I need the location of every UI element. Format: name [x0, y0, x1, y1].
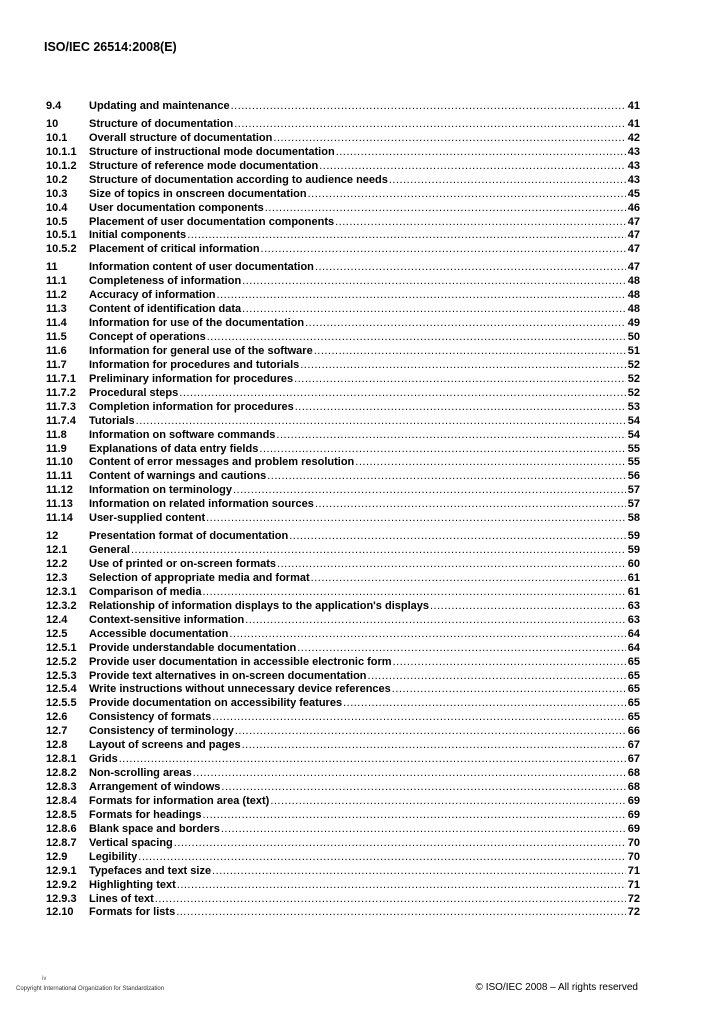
toc-entry[interactable] — [46, 795, 640, 809]
footer-copyright-left: Copyright International Organization for Standardization — [16, 986, 165, 992]
toc-entry-number: 10.5 — [46, 215, 68, 228]
toc-entry[interactable] — [46, 823, 640, 837]
toc-entry-number: 10.1.1 — [46, 145, 77, 158]
toc-leader-dots — [264, 202, 626, 216]
toc-entry-number: 12 — [46, 530, 59, 543]
toc-entry[interactable] — [46, 697, 640, 711]
toc-leader-dots — [367, 670, 626, 684]
toc-entry-number: 10.1.2 — [46, 159, 77, 172]
toc-entry-title: Comparison of media — [89, 585, 202, 598]
toc-entry[interactable] — [46, 865, 640, 879]
toc-entry-title: Use of printed or on-screen formats — [89, 558, 277, 570]
toc-entry-title: Vertical spacing — [89, 836, 173, 849]
toc-entry-page: 69 — [627, 808, 640, 821]
toc-entry[interactable] — [46, 387, 640, 401]
toc-entry-page: 50 — [627, 331, 640, 343]
toc-entry[interactable] — [46, 879, 640, 893]
toc-entry-number: 11.2 — [46, 289, 67, 302]
toc-leader-dots — [293, 373, 626, 387]
toc-entry[interactable] — [46, 781, 640, 795]
toc-entry-page: 51 — [627, 344, 640, 357]
toc-entry-page: 65 — [627, 711, 640, 724]
toc-entry-title: Size of topics in onscreen documentation — [89, 187, 307, 200]
toc-leader-dots — [342, 697, 626, 711]
toc-entry-number: 12.8.7 — [46, 836, 77, 849]
toc-entry[interactable] — [46, 456, 640, 470]
toc-entry-title: Placement of user documentation components — [89, 215, 335, 228]
toc-leader-dots — [130, 544, 626, 558]
toc-entry-page: 43 — [627, 145, 640, 158]
toc-leader-dots — [275, 429, 625, 443]
toc-entry-number: 12.3.1 — [46, 585, 77, 598]
toc-entry[interactable] — [46, 216, 640, 230]
toc-entry-title: Concept of operations — [89, 331, 206, 343]
toc-entry[interactable] — [46, 753, 640, 767]
toc-entry-page: 54 — [627, 428, 640, 441]
toc-entry[interactable] — [46, 614, 640, 628]
toc-entry[interactable] — [46, 415, 640, 429]
toc-entry-number: 11.6 — [46, 344, 67, 357]
toc-entry-title: Preliminary information for procedures — [89, 372, 294, 385]
table-of-contents — [46, 100, 640, 920]
toc-leader-dots — [304, 317, 626, 331]
toc-entry-number: 11.14 — [46, 512, 73, 525]
toc-entry-number: 12.8.2 — [46, 767, 77, 780]
toc-entry[interactable] — [46, 558, 640, 572]
toc-entry-number: 11.7.2 — [46, 386, 76, 399]
toc-entry[interactable] — [46, 359, 640, 373]
toc-entry-title: Procedural steps — [89, 386, 179, 399]
toc-entry-page: 55 — [627, 442, 640, 455]
toc-entry-title: Information for use of the documentation — [89, 317, 305, 330]
toc-entry-number: 12.5 — [46, 627, 68, 640]
toc-entry-number: 10.1 — [46, 131, 68, 144]
toc-entry-page: 43 — [627, 159, 640, 172]
toc-leader-dots — [186, 229, 626, 243]
toc-entry-number: 12.5.3 — [46, 669, 77, 682]
toc-leader-dots — [354, 456, 625, 470]
toc-entry-title: Formats for lists — [89, 906, 176, 919]
toc-entry-page: 64 — [627, 641, 640, 654]
toc-leader-dots — [266, 470, 626, 484]
toc-leader-dots — [288, 530, 626, 544]
toc-entry-number: 12.8.5 — [46, 808, 77, 821]
toc-leader-dots — [241, 303, 626, 317]
toc-entry-number: 12.6 — [46, 711, 68, 724]
toc-entry[interactable] — [46, 586, 640, 600]
toc-leader-dots — [314, 498, 626, 512]
toc-leader-dots — [206, 331, 626, 345]
toc-entry-title: Explanations of data entry fields — [89, 442, 259, 455]
toc-entry[interactable] — [46, 243, 640, 257]
toc-leader-dots — [220, 781, 625, 795]
toc-entry-title: Information on related information sources — [89, 498, 314, 511]
toc-entry-page: 54 — [627, 414, 640, 427]
toc-entry-number: 10.5.1 — [46, 229, 77, 242]
toc-entry-page: 67 — [627, 739, 640, 752]
toc-entry-number: 11.3 — [46, 303, 67, 316]
toc-entry-page: 57 — [627, 484, 640, 497]
toc-entry[interactable] — [46, 160, 640, 174]
toc-leader-dots — [216, 289, 626, 303]
toc-entry-page: 67 — [627, 753, 640, 766]
toc-entry-page: 63 — [627, 613, 640, 626]
toc-leader-dots — [220, 823, 626, 837]
toc-entry-title: Blank space and borders — [89, 822, 220, 835]
toc-leader-dots — [335, 146, 626, 160]
toc-leader-dots — [318, 160, 626, 174]
toc-entry-page: 70 — [627, 850, 640, 863]
toc-entry-page: 53 — [627, 400, 640, 413]
toc-leader-dots — [135, 415, 626, 429]
toc-entry-number: 12.5.2 — [46, 655, 77, 668]
toc-entry[interactable] — [46, 303, 640, 317]
toc-leader-dots — [296, 642, 626, 656]
toc-entry-number: 12.7 — [46, 725, 68, 738]
toc-entry-title: Overall structure of documentation — [89, 131, 273, 144]
toc-entry[interactable] — [46, 275, 640, 289]
toc-leader-dots — [211, 711, 626, 725]
toc-leader-dots — [173, 837, 626, 851]
toc-entry-page: 43 — [627, 173, 640, 186]
toc-entry-number: 10.3 — [46, 187, 68, 200]
toc-entry-title: Structure of instructional mode documentation — [89, 145, 335, 158]
toc-entry-title: Provide understandable documentation — [89, 641, 297, 654]
toc-entry-page: 45 — [627, 187, 640, 200]
toc-entry-title: Formats for information area (text) — [89, 794, 270, 807]
toc-entry-page: 65 — [627, 697, 640, 710]
toc-entry[interactable] — [46, 711, 640, 725]
toc-entry-page: 65 — [627, 655, 640, 668]
toc-entry-title: Layout of screens and pages — [89, 739, 241, 752]
toc-entry-page: 46 — [627, 201, 640, 214]
toc-entry[interactable] — [46, 429, 640, 443]
toc-entry-number: 12.8.3 — [46, 781, 77, 793]
toc-entry-number: 11 — [46, 261, 58, 274]
toc-entry-title: Completion information for procedures — [89, 400, 294, 413]
toc-entry-page: 69 — [627, 822, 640, 835]
toc-entry-title: Accuracy of information — [89, 289, 216, 302]
toc-entry-number: 11.8 — [46, 428, 67, 441]
toc-leader-dots — [429, 600, 626, 614]
toc-leader-dots — [201, 586, 625, 600]
toc-entry-title: Content of identification data — [89, 303, 242, 316]
toc-entry-number: 11.11 — [46, 470, 73, 483]
toc-entry-title: Lines of text — [89, 892, 154, 905]
toc-entry-page: 65 — [627, 683, 640, 696]
toc-entry-number: 12.2 — [46, 558, 68, 570]
toc-entry-page: 52 — [627, 386, 640, 399]
toc-entry-number: 12.5.1 — [46, 641, 77, 654]
toc-entry-number: 12.8.4 — [46, 794, 77, 807]
toc-entry-page: 47 — [627, 215, 640, 228]
toc-entry[interactable] — [46, 202, 640, 216]
toc-leader-dots — [137, 851, 625, 865]
toc-entry-title: Provide text alternatives in on-screen documentation — [89, 669, 367, 682]
toc-leader-dots — [175, 906, 626, 920]
toc-entry-page: 68 — [627, 767, 640, 780]
toc-entry[interactable] — [46, 851, 640, 865]
toc-entry-number: 11.4 — [46, 317, 67, 330]
toc-entry-page: 70 — [627, 836, 640, 849]
toc-entry-page: 49 — [627, 317, 640, 330]
toc-entry[interactable] — [46, 146, 640, 160]
toc-entry-page: 71 — [627, 864, 640, 877]
toc-entry-number: 10 — [46, 117, 59, 130]
footer-copyright-right: © ISO/IEC 2008 – All rights reserved — [475, 982, 638, 993]
toc-entry-number: 12.3 — [46, 571, 68, 584]
toc-entry-page: 72 — [627, 906, 640, 919]
toc-leader-dots — [178, 387, 625, 401]
toc-leader-dots — [310, 572, 626, 586]
toc-entry[interactable] — [46, 628, 640, 642]
toc-entry-page: 61 — [627, 585, 640, 598]
toc-entry-page: 66 — [627, 725, 640, 738]
toc-leader-dots — [294, 401, 626, 415]
toc-entry-page: 41 — [627, 100, 640, 112]
toc-entry[interactable] — [46, 261, 640, 275]
toc-leader-dots — [260, 243, 626, 257]
toc-entry-page: 59 — [627, 530, 640, 543]
toc-entry[interactable] — [46, 373, 640, 387]
toc-entry-page: 56 — [627, 470, 640, 483]
toc-entry-page: 68 — [627, 781, 640, 793]
toc-leader-dots — [201, 809, 625, 823]
toc-entry-number: 12.9.3 — [46, 892, 77, 905]
toc-entry-number: 11.7.3 — [46, 400, 76, 413]
toc-leader-dots — [233, 118, 626, 132]
toc-entry-title: Formats for headings — [89, 808, 202, 821]
toc-entry-title: Information on software commands — [89, 428, 276, 441]
toc-entry-number: 12.3.2 — [46, 599, 77, 612]
toc-leader-dots — [276, 558, 626, 572]
toc-entry-number: 11.5 — [46, 331, 67, 343]
toc-entry-number: 9.4 — [46, 100, 62, 112]
toc-entry-title: Write instructions without unnecessary device references — [89, 683, 391, 696]
toc-entry[interactable] — [46, 132, 640, 146]
toc-leader-dots — [241, 739, 626, 753]
toc-entry-title: Legibility — [89, 850, 138, 863]
toc-entry[interactable] — [46, 656, 640, 670]
toc-entry[interactable] — [46, 683, 640, 697]
toc-entry-title: Updating and maintenance — [89, 100, 230, 112]
toc-entry-number: 12.8 — [46, 739, 68, 752]
toc-leader-dots — [230, 100, 626, 114]
toc-entry-title: Information for general use of the software — [89, 344, 313, 357]
toc-entry-title: Non-scrolling areas — [89, 767, 192, 780]
toc-entry-page: 69 — [627, 794, 640, 807]
toc-entry-number: 11.7.1 — [46, 372, 76, 385]
toc-entry[interactable] — [46, 906, 640, 920]
toc-entry-page: 64 — [627, 627, 640, 640]
toc-entry-title: Typefaces and text size — [89, 864, 212, 877]
toc-leader-dots — [154, 893, 626, 907]
toc-entry-number: 10.4 — [46, 201, 68, 214]
toc-entry-title: Structure of reference mode documentation — [89, 159, 319, 172]
toc-entry-number: 12.9 — [46, 850, 68, 863]
toc-entry[interactable] — [46, 837, 640, 851]
toc-leader-dots — [388, 174, 626, 188]
toc-entry-number: 11.7.4 — [46, 414, 76, 427]
toc-entry-title: Accessible documentation — [89, 627, 229, 640]
toc-entry-number: 12.9.2 — [46, 878, 77, 891]
toc-entry[interactable] — [46, 118, 640, 132]
toc-entry[interactable] — [46, 289, 640, 303]
toc-entry[interactable] — [46, 600, 640, 614]
toc-entry-number: 12.5.4 — [46, 683, 77, 696]
toc-leader-dots — [299, 359, 626, 373]
toc-leader-dots — [391, 683, 626, 697]
toc-entry-page: 61 — [627, 571, 640, 584]
toc-leader-dots — [192, 767, 626, 781]
toc-entry-number: 12.10 — [46, 906, 74, 919]
toc-entry-page: 48 — [627, 275, 640, 288]
toc-entry-title: Placement of critical information — [89, 243, 260, 256]
toc-entry-title: Content of error messages and problem resolution — [89, 456, 355, 469]
toc-entry-number: 12.8.1 — [46, 753, 77, 766]
toc-entry-title: Structure of documentation — [89, 117, 234, 130]
toc-entry-title: Structure of documentation according to audience needs — [89, 173, 388, 186]
toc-entry[interactable] — [46, 530, 640, 544]
toc-entry-number: 11.1 — [46, 275, 67, 288]
toc-entry-page: 47 — [627, 243, 640, 256]
toc-entry-title: Selection of appropriate media and format — [89, 571, 310, 584]
toc-entry-number: 11.10 — [46, 456, 73, 469]
toc-entry-title: Consistency of terminology — [89, 725, 234, 738]
toc-leader-dots — [234, 725, 626, 739]
toc-entry-page: 71 — [627, 878, 640, 891]
toc-entry-page: 48 — [627, 289, 640, 302]
toc-entry-page: 52 — [627, 372, 640, 385]
toc-leader-dots — [205, 512, 626, 526]
toc-entry[interactable] — [46, 470, 640, 484]
toc-entry-number: 11.12 — [46, 484, 73, 497]
toc-entry[interactable] — [46, 725, 640, 739]
toc-entry-title: Highlighting text — [89, 878, 176, 891]
toc-entry-page: 47 — [627, 229, 640, 242]
toc-entry[interactable] — [46, 484, 640, 498]
toc-entry[interactable] — [46, 893, 640, 907]
toc-leader-dots — [272, 132, 625, 146]
toc-entry-number: 12.4 — [46, 613, 68, 626]
toc-entry-title: Initial components — [89, 229, 187, 242]
toc-entry-page: 72 — [627, 892, 640, 905]
toc-entry-number: 12.5.5 — [46, 697, 77, 710]
toc-entry[interactable] — [46, 572, 640, 586]
toc-entry-number: 10.5.2 — [46, 243, 77, 256]
toc-entry-number: 12.8.6 — [46, 822, 77, 835]
toc-entry-title: Presentation format of documentation — [89, 530, 289, 543]
page-number: iv — [42, 976, 47, 982]
toc-leader-dots — [228, 628, 625, 642]
toc-entry-title: Consistency of formats — [89, 711, 212, 724]
toc-entry-page: 55 — [627, 456, 640, 469]
toc-entry-title: User-supplied content — [89, 512, 206, 525]
toc-entry-title: Content of warnings and cautions — [89, 470, 267, 483]
toc-entry-page: 65 — [627, 669, 640, 682]
toc-leader-dots — [244, 614, 626, 628]
toc-entry-page: 42 — [627, 131, 640, 144]
toc-entry[interactable] — [46, 670, 640, 684]
toc-entry[interactable] — [46, 642, 640, 656]
toc-entry-title: Tutorials — [89, 414, 135, 427]
toc-entry[interactable] — [46, 317, 640, 331]
toc-leader-dots — [313, 345, 626, 359]
toc-leader-dots — [258, 443, 625, 457]
toc-entry[interactable] — [46, 809, 640, 823]
toc-leader-dots — [118, 753, 626, 767]
toc-entry-page: 47 — [627, 261, 640, 274]
toc-leader-dots — [232, 484, 626, 498]
toc-entry-title: General — [89, 544, 130, 557]
toc-entry-page: 52 — [627, 358, 640, 371]
toc-entry-page: 60 — [627, 558, 640, 570]
toc-entry-number: 12.9.1 — [46, 864, 77, 877]
toc-entry-page: 41 — [627, 117, 640, 130]
toc-entry[interactable] — [46, 331, 640, 345]
toc-entry-title: Completeness of information — [89, 275, 242, 288]
toc-entry-title: Relationship of information displays to the application's displays — [89, 599, 429, 612]
toc-entry-title: Information for procedures and tutorials — [89, 358, 300, 371]
toc-entry[interactable] — [46, 174, 640, 188]
toc-leader-dots — [176, 879, 626, 893]
toc-entry-page: 59 — [627, 544, 640, 557]
toc-entry-number: 11.9 — [46, 442, 67, 455]
toc-entry[interactable] — [46, 739, 640, 753]
toc-leader-dots — [269, 795, 625, 809]
toc-entry[interactable] — [46, 512, 640, 526]
toc-entry[interactable] — [46, 544, 640, 558]
toc-entry-title: Context-sensitive information — [89, 613, 245, 626]
toc-entry[interactable] — [46, 401, 640, 415]
toc-entry-page: 48 — [627, 303, 640, 316]
toc-entry[interactable] — [46, 188, 640, 202]
toc-entry[interactable] — [46, 100, 640, 114]
toc-entry[interactable] — [46, 229, 640, 243]
toc-entry-number: 11.13 — [46, 498, 73, 511]
toc-entry-page: 63 — [627, 599, 640, 612]
toc-leader-dots — [211, 865, 626, 879]
toc-entry[interactable] — [46, 498, 640, 512]
toc-entry[interactable] — [46, 443, 640, 457]
toc-entry-title: Information content of user documentation — [89, 261, 314, 274]
toc-leader-dots — [392, 656, 626, 670]
toc-entry-title: Provide user documentation in accessible electronic form — [89, 655, 392, 668]
toc-entry-title: Arrangement of windows — [89, 781, 221, 793]
toc-leader-dots — [334, 216, 626, 230]
toc-leader-dots — [307, 188, 626, 202]
toc-leader-dots — [314, 261, 626, 275]
toc-entry-title: Information on terminology — [89, 484, 232, 497]
toc-entry-title: Grids — [89, 753, 118, 766]
toc-entry-number: 11.7 — [46, 358, 67, 371]
document-header: ISO/IEC 26514:2008(E) — [44, 40, 177, 54]
toc-entry-title: Provide documentation on accessibility features — [89, 697, 343, 710]
toc-entry-page: 58 — [627, 512, 640, 525]
toc-leader-dots — [241, 275, 626, 289]
toc-entry-number: 10.2 — [46, 173, 68, 186]
toc-entry-title: User documentation components — [89, 201, 264, 214]
toc-entry[interactable] — [46, 345, 640, 359]
toc-entry-page: 57 — [627, 498, 640, 511]
toc-entry-number: 12.1 — [46, 544, 68, 557]
toc-entry[interactable] — [46, 767, 640, 781]
